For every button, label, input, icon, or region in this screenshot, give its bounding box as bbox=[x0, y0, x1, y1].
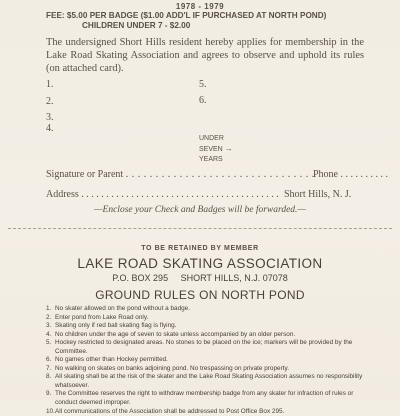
arrow-right-icon: → bbox=[224, 144, 233, 153]
rule-item: 2. Enter pond from Lake Road only. bbox=[46, 313, 149, 321]
rule-item: 4. No children under the age of seven to skate unless accompanied by an older person. bbox=[46, 330, 296, 338]
association-name: LAKE ROAD SKATING ASSOCIATION bbox=[77, 256, 323, 271]
rules-list bbox=[46, 305, 364, 416]
under-line-2: SEVEN → bbox=[199, 144, 233, 153]
enclose-note: —Enclose your Check and Badges will be forwarded.— bbox=[94, 205, 306, 215]
application-text: The undersigned Short Hills resident hereby applies for membership in the Lake Road Skating Association and agrees to observe and uphold its rules (on attached card). bbox=[46, 37, 364, 74]
entry-number-6: 6. bbox=[199, 95, 207, 106]
under-line-3: YEARS bbox=[199, 156, 223, 163]
fee-line-2: CHILDREN UNDER 7 - $2.00 bbox=[82, 21, 191, 30]
rule-item: 8. All skating shall be at the risk of the skater and the Lake Road Skating Association assumes no responsibility whatsoever. bbox=[46, 373, 363, 389]
rule-item: 5. Hockey restricted to designated areas. No stones to be placed on the ice; markers will be provided by the Committee. bbox=[46, 339, 353, 355]
signature-blank: . . . . . . . . . . . . . . . . . . . . . . . . . . . . . . . . bbox=[125, 169, 315, 180]
entry-number-4: 4. bbox=[46, 123, 54, 134]
phone-field[interactable] bbox=[313, 169, 388, 180]
entry-number-3: 3. bbox=[46, 112, 54, 123]
association-address: P.O. BOX 295 SHORT HILLS, N.J. 07078 bbox=[112, 273, 288, 283]
town-label: Short Hills, N. J. bbox=[284, 189, 352, 200]
under-seven-note bbox=[199, 134, 233, 165]
signature-label: Signature or Parent bbox=[46, 169, 124, 180]
fee-info bbox=[46, 11, 326, 31]
address-label: Address bbox=[46, 189, 79, 200]
rule-item: 9. The Committee reserves the right to withdraw membership badge from any skater for infraction of rules or conduct deemed improper. bbox=[46, 390, 354, 407]
rule-item: 10. All communications of the Association shall be addressed to Post Office Box 295. bbox=[46, 407, 285, 415]
signature-field[interactable] bbox=[46, 169, 315, 180]
rule-item: 1. No skater allowed on the pond without a badge. bbox=[46, 305, 191, 312]
tear-line bbox=[8, 228, 392, 229]
entry-number-1: 1. bbox=[46, 79, 54, 90]
rule-item: 7. No walking on skates on banks adjoining pond. No trespassing on private property. bbox=[46, 364, 289, 372]
phone-label: Phone bbox=[313, 169, 338, 180]
entry-number-2: 2. bbox=[46, 96, 54, 107]
entry-number-5: 5. bbox=[199, 79, 207, 90]
phone-blank: . . . . . . . . . . bbox=[338, 169, 388, 180]
retain-heading: TO BE RETAINED BY MEMBER bbox=[141, 245, 259, 252]
season-years: 1978 - 1979 bbox=[175, 2, 225, 11]
address-field[interactable] bbox=[46, 189, 279, 200]
fee-line-1: FEE: $5.00 PER BADGE ($1.00 ADD'L IF PURCHASED AT NORTH POND) bbox=[46, 11, 327, 20]
address-blank: . . . . . . . . . . . . . . . . . . . . . . . . . . . . . . . . . . . . . . . . bbox=[81, 189, 279, 200]
rule-item: 3. Skating only if red ball skating flag is flying. bbox=[46, 322, 177, 330]
rules-title: GROUND RULES ON NORTH POND bbox=[95, 288, 305, 302]
under-line-1: UNDER bbox=[199, 135, 224, 142]
rule-item: 6. No games other than Hockey permitted. bbox=[46, 356, 168, 364]
